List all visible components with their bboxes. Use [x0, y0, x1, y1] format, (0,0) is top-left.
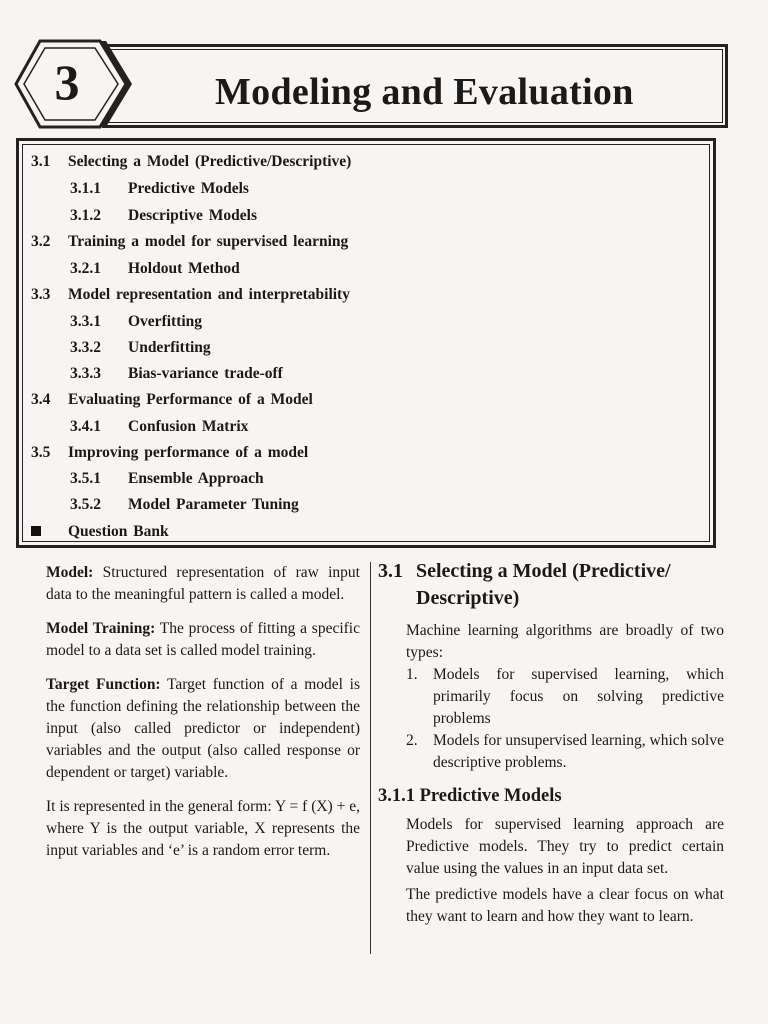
- definition-text: Target function of a model is the function defining the relationship between the input (also called predictor or independent) variables and the output (also called response or dependent or target) variable.: [46, 676, 360, 781]
- toc-text: Underfitting: [128, 339, 211, 356]
- toc-item-question-bank: [31, 521, 169, 543]
- toc-text: Training a model for supervised learning: [68, 233, 349, 250]
- model-types-list: [378, 664, 724, 774]
- toc-text: Holdout Method: [128, 260, 240, 277]
- list-text: Models for supervised learning, which primarily focus on solving predictive problems: [433, 666, 724, 727]
- toc-item: [70, 311, 202, 333]
- toc-item: [31, 389, 313, 411]
- toc-text: Bias-variance trade-off: [128, 365, 283, 382]
- toc-text: Selecting a Model (Predictive/Descriptive): [68, 153, 352, 170]
- table-of-contents: [16, 138, 716, 548]
- left-column: [46, 562, 360, 874]
- column-divider: [370, 562, 371, 954]
- chapter-title-banner: [102, 44, 728, 128]
- toc-number: 3.3.2: [70, 339, 101, 356]
- toc-text: Overfitting: [128, 313, 203, 330]
- list-item: [378, 730, 724, 774]
- list-text: Models for unsupervised learning, which solve descriptive problems.: [433, 732, 724, 771]
- definition-text: The process of fitting a specific model to a data set is called model training.: [46, 620, 360, 659]
- toc-item: [70, 416, 248, 438]
- chapter-title: Modeling and Evaluation: [215, 71, 634, 113]
- toc-number: 3.5: [31, 444, 51, 461]
- list-item: [378, 664, 724, 730]
- toc-number: 3.3.3: [70, 365, 101, 382]
- intro-paragraph: Machine learning algorithms are broadly of two types:: [406, 622, 724, 661]
- toc-item: [70, 494, 299, 516]
- toc-number: 3.4.1: [70, 418, 101, 435]
- chapter-number: 3: [54, 54, 80, 110]
- definition-text: Structured representation of raw input data to the meaningful pattern is called a model.: [46, 564, 360, 603]
- toc-text: Confusion Matrix: [128, 418, 249, 435]
- toc-number: 3.3: [31, 286, 51, 303]
- toc-item: [70, 337, 211, 359]
- right-column: [378, 558, 724, 940]
- general-form-paragraph: It is represented in the general form: Y = f (X) + e, where Y is the output variable, X represents the input variables and ‘e’ is a random error term.: [46, 798, 360, 859]
- toc-number: 3.3.1: [70, 313, 101, 330]
- toc-text: Model Parameter Tuning: [128, 496, 299, 513]
- toc-number: 3.1.2: [70, 207, 101, 224]
- square-bullet-icon: [31, 526, 41, 536]
- section-heading: [378, 558, 724, 612]
- toc-item: [31, 442, 308, 464]
- toc-number: 3.2.1: [70, 260, 101, 277]
- toc-number: 3.2: [31, 233, 51, 250]
- toc-item: [70, 363, 283, 385]
- toc-item: [31, 284, 350, 306]
- toc-text: Descriptive Models: [128, 207, 257, 224]
- list-number: 1.: [406, 666, 418, 683]
- toc-number: 3.1: [31, 153, 51, 170]
- term-target-function: Target Function:: [46, 676, 161, 693]
- toc-item: [31, 231, 348, 253]
- toc-text: Improving performance of a model: [68, 444, 309, 461]
- toc-text: Predictive Models: [128, 180, 249, 197]
- target-function-definition: [46, 674, 360, 784]
- toc-item: [70, 178, 249, 200]
- list-number: 2.: [406, 732, 418, 749]
- toc-text: Model representation and interpretability: [68, 286, 350, 303]
- toc-item: [70, 258, 240, 280]
- toc-item: [70, 205, 257, 227]
- toc-number: 3.1.1: [70, 180, 101, 197]
- toc-text: Evaluating Performance of a Model: [68, 391, 313, 408]
- toc-number: 3.5.2: [70, 496, 101, 513]
- term-model-training: Model Training:: [46, 620, 156, 637]
- subsection-heading: 3.1.1 Predictive Models: [378, 786, 562, 806]
- toc-text: Question Bank: [68, 523, 169, 540]
- toc-text: Ensemble Approach: [128, 470, 264, 487]
- section-number: 3.1: [378, 560, 403, 582]
- toc-number: 3.5.1: [70, 470, 101, 487]
- toc-item: [70, 468, 264, 490]
- toc-item: [31, 151, 351, 173]
- chapter-header: [14, 38, 716, 130]
- toc-number: 3.4: [31, 391, 51, 408]
- predictive-paragraph-2: The predictive models have a clear focus on what they want to learn and how they want to learn.: [406, 886, 724, 925]
- model-training-definition: [46, 618, 360, 662]
- term-model: Model:: [46, 564, 94, 581]
- section-title: Selecting a Model (Predictive/ Descriptive): [416, 560, 671, 609]
- model-definition: [46, 562, 360, 606]
- predictive-paragraph-1: Models for supervised learning approach are Predictive models. They try to predict certain value using the values in an input data set.: [406, 816, 724, 877]
